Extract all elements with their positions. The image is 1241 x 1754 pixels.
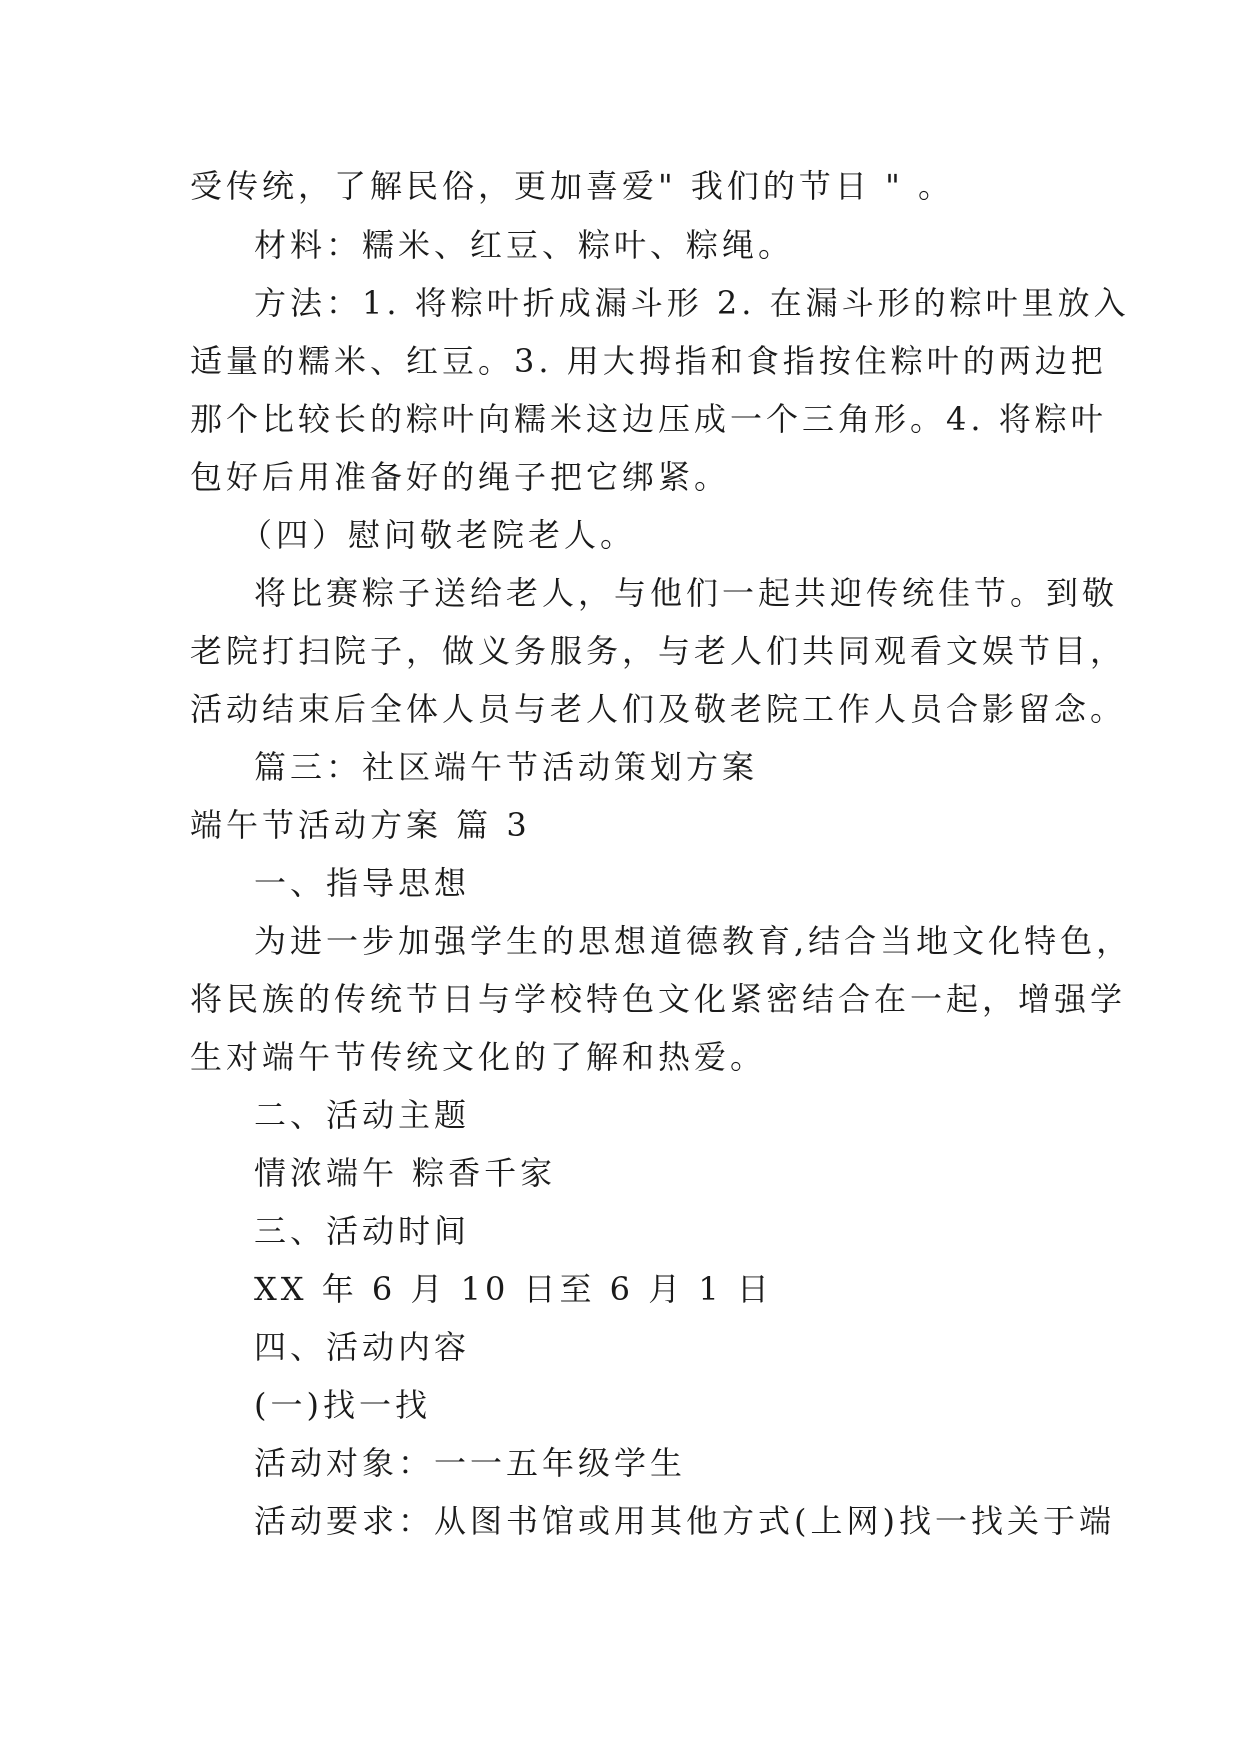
paragraph-line: 包好后用准备好的绳子把它绑紧。 [190,458,731,496]
paragraph-line: 适量的糯米、红豆。3. 用大拇指和食指按住粽叶的两边把 [190,342,1107,380]
section-heading: 篇三：社区端午节活动策划方案 [254,748,759,786]
paragraph-line: 将民族的传统节日与学校特色文化紧密结合在一起，增强学 [190,980,1127,1018]
section-heading: 三、活动时间 [254,1212,471,1250]
section-heading: 四、活动内容 [254,1328,471,1366]
section-heading: 一、指导思想 [254,864,471,902]
paragraph-line: 方法：1. 将粽叶折成漏斗形 2. 在漏斗形的粽叶里放入 [254,284,1130,322]
paragraph-line: 活动要求：从图书馆或用其他方式(上网)找一找关于端 [254,1502,1115,1540]
paragraph-line: 老院打扫院子，做义务服务，与老人们共同观看文娱节目， [190,632,1127,670]
section-heading: （四）慰问敬老院老人。 [240,516,637,554]
paragraph-line: 为进一步加强学生的思想道德教育,结合当地文化特色， [254,922,1133,960]
paragraph-line: 那个比较长的粽叶向糯米这边压成一个三角形。4. 将粽叶 [190,400,1107,438]
paragraph-line: 生对端午节传统文化的了解和热爱。 [190,1038,767,1076]
paragraph-line: 活动结束后全体人员与老人们及敬老院工作人员合影留念。 [190,690,1127,728]
paragraph-line: XX 年 6 月 10 日至 6 月 1 日 [254,1270,773,1308]
subsection-heading: (一)找一找 [254,1386,431,1424]
paragraph-line: 活动对象：一一五年级学生 [254,1444,687,1482]
paragraph-line: 受传统，了解民俗，更加喜爱" 我们的节日 " 。 [190,167,954,205]
document-title: 端午节活动方案 篇 3 [190,806,531,844]
section-heading: 二、活动主题 [254,1096,471,1134]
paragraph-line: 情浓端午 粽香千家 [254,1154,557,1192]
paragraph-line: 将比赛粽子送给老人，与他们一起共迎传统佳节。到敬 [254,574,1119,612]
paragraph-line: 材料：糯米、红豆、粽叶、粽绳。 [254,226,795,264]
